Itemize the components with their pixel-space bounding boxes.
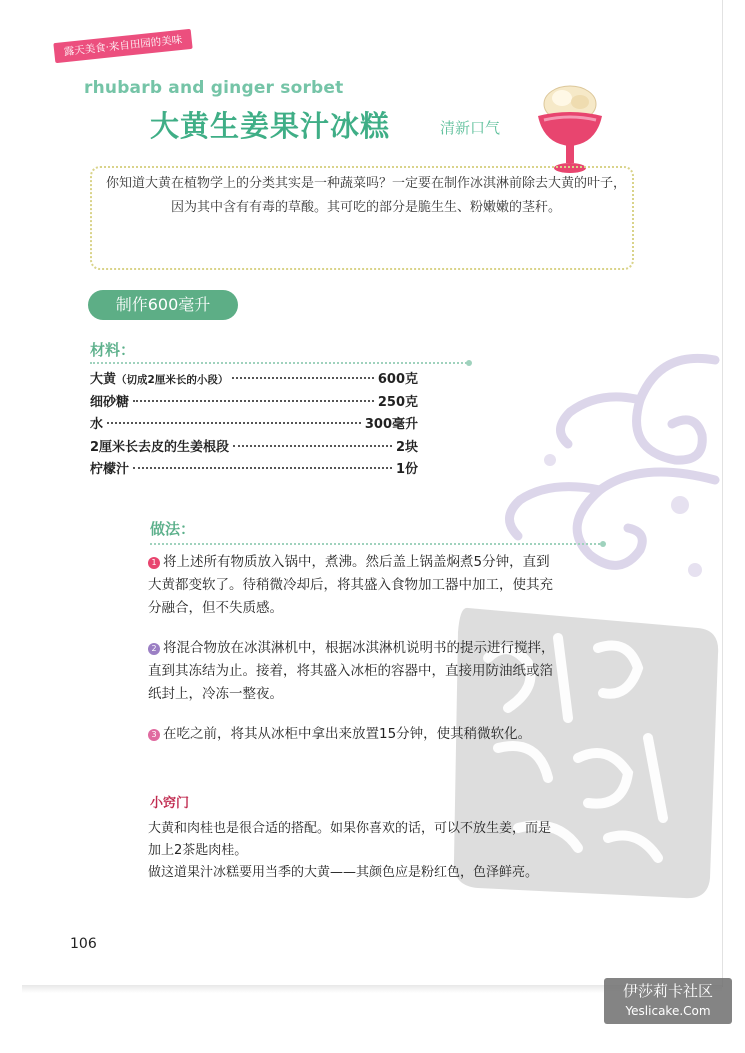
ingredient-quantity: 300毫升: [364, 417, 418, 432]
site-watermark: [604, 978, 732, 1024]
step-text: 将混合物放在冰淇淋机中，根据冰淇淋机说明书的提示进行搅拌，直到其冻结为止。接着，将其盛入冰柜的容器中，直接用防油纸或箔纸封上，冷冻一整夜。: [148, 640, 555, 702]
tip-line-2: 做这道果汁冰糕要用当季的大黄——其颜色应是粉红色，色泽鲜亮。: [148, 865, 539, 880]
method-step-1: [148, 551, 560, 620]
ingredient-quantity: 2块: [395, 439, 418, 455]
intro-text: 你知道大黄在植物学上的分类其实是一种蔬菜吗？一定要在制作冰淇淋前除去大黄的叶子，因为其中含有有毒的草酸。其可吃的部分是脆生生、粉嫩嫩的茎秆。: [106, 176, 627, 215]
ingredient-name: 2厘米长去皮的生姜根段: [90, 439, 230, 455]
ingredient-name: 柠檬汁: [90, 462, 130, 477]
ingredient-quantity: 600克: [377, 372, 418, 387]
leader-dots: [133, 467, 392, 469]
leader-dots: [107, 422, 361, 424]
ingredient-quantity: 250克: [377, 394, 418, 410]
method-step-2: [148, 637, 560, 706]
watermark-en: Yeslicake.Com: [625, 1004, 711, 1018]
method-divider-dot: [600, 541, 606, 547]
tip-text: [148, 818, 560, 884]
series-tag: 露天美食·来自田园的美味: [53, 29, 192, 63]
step-text: 在吃之前，将其从冰柜中拿出来放置15分钟，使其稍微软化。: [163, 726, 532, 742]
tip-heading: 小窍门: [150, 796, 190, 811]
ingredient-row: [90, 391, 418, 414]
step-number-badge: 3: [148, 729, 160, 741]
title-english: rhubarb and ginger sorbet: [84, 78, 344, 98]
ingredient-row: [90, 368, 418, 391]
ice-cream-cup-icon: [530, 82, 610, 178]
page-number: 106: [70, 936, 97, 952]
leader-dots: [232, 377, 374, 379]
ingredient-quantity: 1份: [395, 462, 418, 477]
method-divider: [150, 543, 604, 545]
ingredient-name: 细砂糖: [90, 394, 130, 410]
ingredient-row: [90, 436, 418, 459]
step-number-badge: 1: [148, 557, 160, 569]
tip-line-1: 大黄和肉桂也是很合适的搭配。如果你喜欢的话，可以不放生姜，而是加上2茶匙肉桂。: [148, 821, 552, 858]
ingredient-row: [90, 458, 418, 481]
ingredients-divider-dot: [466, 360, 472, 366]
subtitle: 清新口气: [440, 119, 501, 137]
watermark-cn: 伊莎莉卡社区: [622, 982, 713, 1000]
leader-dots: [233, 445, 392, 447]
method-heading: 做法：: [150, 520, 196, 538]
method-step-3: [148, 723, 560, 746]
title-chinese: 大黄生姜果汁冰糕: [150, 109, 391, 143]
leader-dots: [133, 400, 374, 402]
ingredients-heading: 材料：: [90, 341, 136, 359]
step-text: 将上述所有物质放入锅中，煮沸。然后盖上锅盖焖煮5分钟，直到大黄都变软了。待稍微冷却后，将其盛入食物加工器中加工，使其充分融合，但不失质感。: [148, 554, 553, 616]
ingredient-name: 水: [90, 417, 104, 432]
step-number-badge: 2: [148, 643, 160, 655]
ingredient-name: 大黄: [90, 372, 117, 387]
ingredient-note: （切成2厘米长的小段）: [116, 374, 229, 386]
ingredients-list: [90, 368, 418, 481]
ingredients-divider: [90, 362, 470, 364]
yield-badge: 制作600毫升: [88, 290, 238, 320]
ingredient-row: [90, 413, 418, 436]
